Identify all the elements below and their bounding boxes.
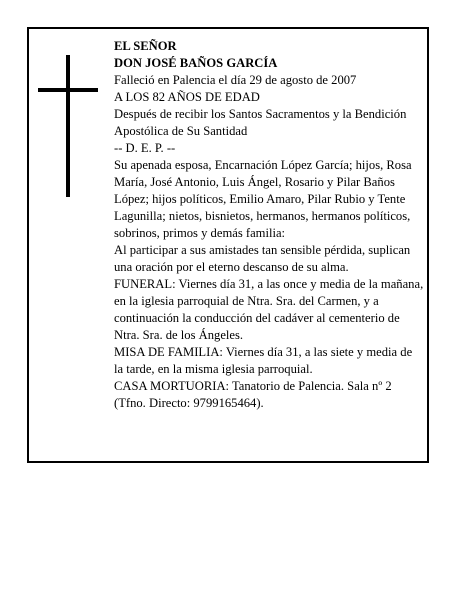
rip-line: -- D. E. P. -- (114, 141, 176, 155)
sacraments-paragraph: Después de recibir los Santos Sacramentos y la Bendición Apostólica de Su Santidad (114, 107, 407, 138)
request-paragraph: Al participar a sus amistades tan sensible pérdida, suplican una oración por el eterno descanso de su alma. (114, 243, 411, 274)
age-line: A LOS 82 AÑOS DE EDAD (114, 90, 260, 104)
obituary-text (114, 38, 424, 412)
family-mass-paragraph: MISA DE FAMILIA: Viernes día 31, a las siete y media de la tarde, en la misma iglesia parroquial. (114, 345, 413, 376)
cross-icon (38, 55, 98, 197)
family-paragraph: Su apenada esposa, Encarnación López García; hijos, Rosa María, José Antonio, Luis Ángel, Rosario y Pilar Baños López; hijos políticos, Emilio Amaro, Pilar Rubio y Tente Lagunilla; nietos, bisnietos, hermanos, hermanos políticos, sobrinos, primos y demás familia: (114, 158, 412, 240)
cross-horizontal-bar (38, 88, 98, 92)
death-date-line: Falleció en Palencia el día 29 de agosto de 2007 (114, 73, 357, 87)
wake-house-paragraph: CASA MORTUORIA: Tanatorio de Palencia. Sala nº 2 (Tfno. Directo: 9799165464). (114, 379, 392, 410)
title-line-1: EL SEÑOR (114, 39, 177, 53)
cross-vertical-bar (66, 55, 70, 197)
deceased-name: DON JOSÉ BAÑOS GARCÍA (114, 56, 278, 70)
funeral-paragraph: FUNERAL: Viernes día 31, a las once y media de la mañana, en la iglesia parroquial de Ntra. Sra. del Carmen, y a continuación la conducción del cadáver al cementerio de Ntra. Sra. de los Ángeles. (114, 277, 424, 342)
